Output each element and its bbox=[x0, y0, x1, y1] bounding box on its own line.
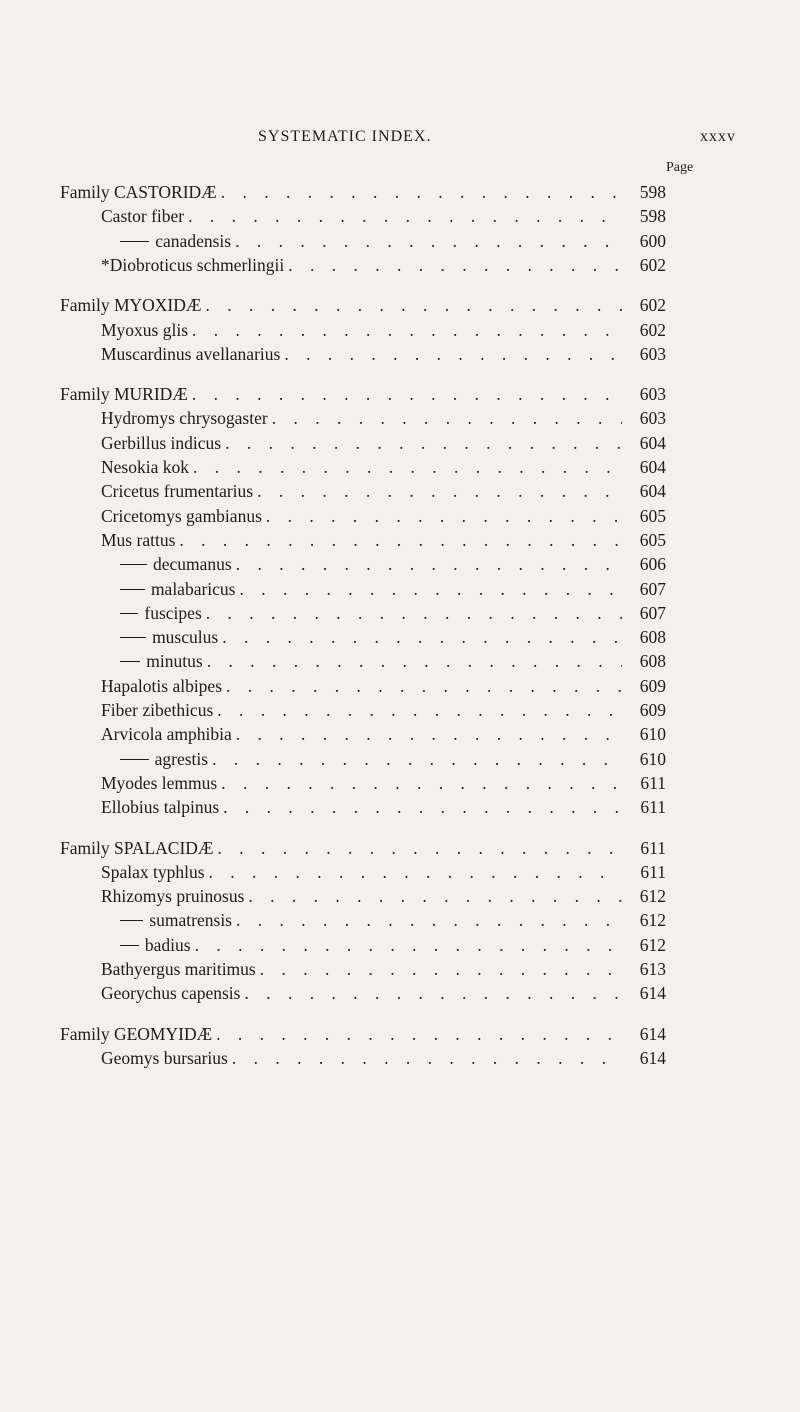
dot-leader bbox=[256, 957, 622, 981]
species-entry bbox=[101, 479, 666, 503]
entry-name: canadensis bbox=[155, 230, 232, 251]
entry-page: 602 bbox=[639, 295, 666, 316]
ditto-dash bbox=[120, 661, 140, 662]
species-entry bbox=[101, 795, 666, 819]
dot-leader bbox=[244, 884, 622, 908]
species-entry bbox=[101, 318, 666, 342]
dot-leader bbox=[228, 1046, 622, 1070]
species-entry bbox=[101, 253, 666, 277]
dot-leader bbox=[208, 747, 622, 771]
ditto-dash bbox=[120, 920, 143, 921]
entry-name: Rhizomys pruinosus bbox=[101, 886, 245, 907]
running-title: SYSTEMATIC INDEX. bbox=[258, 128, 432, 145]
entry-name: Arvicola amphibia bbox=[101, 724, 232, 745]
species-entry bbox=[120, 552, 666, 576]
entry-name: fuscipes bbox=[144, 602, 202, 623]
dot-leader bbox=[253, 479, 622, 503]
entry-name: musculus bbox=[152, 627, 219, 648]
entry-name: *Diobroticus schmerlingii bbox=[101, 254, 285, 275]
entry-page: 608 bbox=[639, 627, 666, 648]
entry-name: Muscardinus avellanarius bbox=[101, 343, 281, 364]
entry-page: 598 bbox=[639, 206, 666, 227]
entry-page: 610 bbox=[639, 724, 666, 745]
entry-name: Gerbillus indicus bbox=[101, 432, 222, 453]
family-entry bbox=[60, 1022, 666, 1046]
dot-leader bbox=[217, 180, 622, 204]
family-entry bbox=[60, 382, 666, 406]
species-entry bbox=[101, 981, 666, 1005]
entry-page: 602 bbox=[639, 319, 666, 340]
entry-name: minutus bbox=[146, 651, 203, 672]
dot-leader bbox=[284, 253, 622, 277]
dot-leader bbox=[232, 722, 622, 746]
ditto-dash bbox=[120, 613, 138, 614]
dot-leader bbox=[262, 504, 622, 528]
dot-leader bbox=[218, 625, 622, 649]
entry-name: Nesokia kok bbox=[101, 457, 189, 477]
species-entry bbox=[101, 860, 666, 884]
dot-leader bbox=[280, 342, 622, 366]
dot-leader bbox=[268, 406, 622, 430]
entry-name: Myoxus glis bbox=[101, 319, 189, 340]
ditto-dash bbox=[120, 589, 145, 590]
entry-name: badius bbox=[144, 934, 191, 955]
family-entry bbox=[60, 180, 666, 204]
entry-page: 608 bbox=[639, 651, 666, 672]
entry-page: 609 bbox=[639, 675, 666, 696]
species-entry bbox=[101, 204, 666, 228]
entry-page: 607 bbox=[639, 602, 666, 623]
entry-name: sumatrensis bbox=[149, 910, 232, 931]
entry-page: 614 bbox=[639, 1023, 666, 1044]
species-entry bbox=[120, 933, 666, 957]
entry-name: Family CASTORIDÆ bbox=[60, 182, 217, 202]
entry-page: 603 bbox=[639, 343, 666, 364]
species-entry bbox=[101, 674, 666, 698]
entry-name: Hydromys chrysogaster bbox=[101, 408, 268, 429]
family-entry bbox=[60, 293, 666, 317]
entry-name: Geomys bursarius bbox=[101, 1047, 228, 1068]
entry-page: 614 bbox=[639, 1047, 666, 1068]
ditto-dash bbox=[120, 945, 139, 946]
ditto-dash bbox=[120, 759, 149, 760]
entry-page: 612 bbox=[639, 934, 666, 955]
entry-page: 609 bbox=[639, 700, 666, 720]
dot-leader bbox=[188, 382, 622, 406]
dot-leader bbox=[191, 933, 622, 957]
species-entry bbox=[101, 342, 666, 366]
entry-page: 602 bbox=[639, 254, 666, 275]
species-entry bbox=[101, 504, 666, 528]
entry-name: Hapalotis albipes bbox=[101, 675, 223, 696]
entry-name: Mus rattus bbox=[101, 529, 176, 550]
entry-name: Family MURIDÆ bbox=[60, 384, 188, 405]
entry-name: agrestis bbox=[154, 748, 209, 769]
ditto-dash bbox=[120, 241, 149, 242]
entry-name: Bathyergus maritimus bbox=[101, 959, 256, 979]
entry-page: 612 bbox=[639, 886, 666, 907]
dot-leader bbox=[203, 649, 622, 673]
dot-leader bbox=[221, 431, 622, 455]
dot-leader bbox=[240, 981, 622, 1005]
species-entry bbox=[101, 884, 666, 908]
entry-name: Fiber zibethicus bbox=[101, 700, 214, 720]
species-entry bbox=[120, 229, 666, 253]
dot-leader bbox=[213, 698, 622, 722]
entry-name: decumanus bbox=[152, 554, 232, 575]
species-entry bbox=[120, 601, 666, 625]
entry-page: 604 bbox=[639, 432, 666, 453]
dot-leader bbox=[205, 860, 622, 884]
dot-leader bbox=[232, 552, 622, 576]
species-entry bbox=[101, 528, 666, 552]
entry-page: 604 bbox=[639, 457, 666, 477]
entry-name: Castor fiber bbox=[101, 206, 185, 227]
entry-name: Ellobius talpinus bbox=[101, 797, 220, 818]
species-entry bbox=[101, 431, 666, 455]
dot-leader bbox=[189, 455, 622, 479]
entry-page: 611 bbox=[640, 837, 666, 858]
entry-page: 603 bbox=[639, 408, 666, 429]
entry-page: 605 bbox=[639, 529, 666, 550]
species-entry bbox=[101, 406, 666, 430]
entry-name: Family MYOXIDÆ bbox=[60, 295, 202, 316]
entry-page: 606 bbox=[639, 554, 666, 575]
dot-leader bbox=[212, 1022, 622, 1046]
entry-name: Family GEOMYIDÆ bbox=[60, 1023, 213, 1044]
entry-page: 614 bbox=[639, 983, 666, 1004]
entry-page: 604 bbox=[639, 481, 666, 502]
dot-leader bbox=[232, 908, 622, 932]
species-entry bbox=[101, 722, 666, 746]
entry-name: Family SPALACIDÆ bbox=[60, 837, 214, 858]
dot-leader bbox=[184, 204, 622, 228]
dot-leader bbox=[213, 836, 622, 860]
species-entry bbox=[101, 698, 666, 722]
dot-leader bbox=[188, 318, 622, 342]
species-entry bbox=[120, 577, 666, 601]
entry-page: 613 bbox=[639, 959, 666, 979]
species-entry bbox=[101, 455, 666, 479]
entry-page: 610 bbox=[639, 748, 666, 769]
entry-name: Cricetus frumentarius bbox=[101, 481, 254, 502]
dot-leader bbox=[202, 601, 622, 625]
entry-name: Spalax typhlus bbox=[101, 861, 205, 882]
page-number-roman: xxxv bbox=[700, 128, 736, 145]
entry-name: Georychus capensis bbox=[101, 983, 241, 1004]
species-entry bbox=[120, 625, 666, 649]
dot-leader bbox=[219, 795, 622, 819]
species-entry bbox=[101, 957, 666, 981]
dot-leader bbox=[217, 771, 622, 795]
species-entry bbox=[120, 747, 666, 771]
dot-leader bbox=[231, 229, 622, 253]
species-entry bbox=[101, 771, 666, 795]
entry-page: 611 bbox=[640, 861, 666, 882]
dot-leader bbox=[201, 293, 622, 317]
entry-page: 607 bbox=[639, 578, 666, 599]
entry-page: 600 bbox=[639, 230, 666, 251]
entry-page: 612 bbox=[639, 910, 666, 931]
entry-page: 611 bbox=[640, 772, 666, 793]
entry-name: Cricetomys gambianus bbox=[101, 505, 262, 526]
ditto-dash bbox=[120, 564, 147, 565]
entry-page: 598 bbox=[639, 182, 666, 202]
ditto-dash bbox=[120, 637, 146, 638]
entry-name: malabaricus bbox=[150, 578, 236, 599]
family-entry bbox=[60, 836, 666, 860]
running-header bbox=[0, 128, 800, 150]
entry-page: 603 bbox=[639, 384, 666, 405]
entry-page: 611 bbox=[640, 797, 666, 818]
dot-leader bbox=[222, 674, 622, 698]
page-column-label: Page bbox=[666, 160, 694, 175]
species-entry bbox=[120, 649, 666, 673]
entry-name: Myodes lemmus bbox=[101, 772, 218, 793]
species-entry bbox=[120, 908, 666, 932]
entry-page: 605 bbox=[639, 505, 666, 526]
species-entry bbox=[101, 1046, 666, 1070]
dot-leader bbox=[235, 577, 622, 601]
dot-leader bbox=[175, 528, 622, 552]
